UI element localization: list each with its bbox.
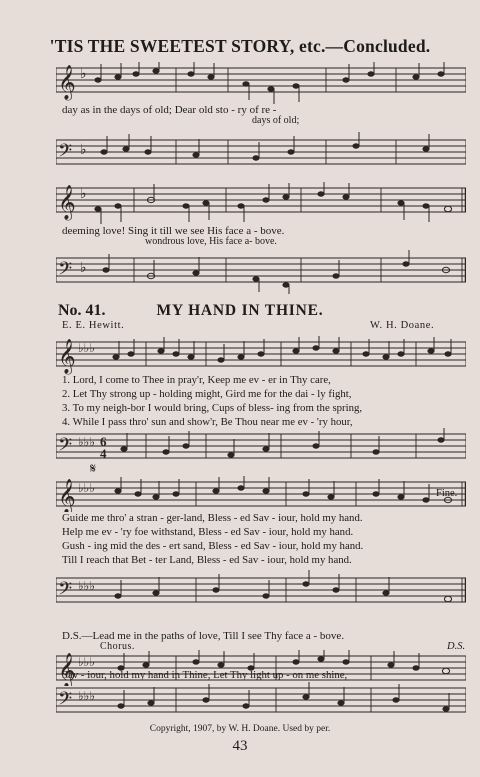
refrain-line-1: Guide me thro' a stran - ger-land, Bless - ed Sav - iour, hold my hand. bbox=[62, 512, 363, 524]
ds-lyric-line: D.S.—Lead me in the paths of love, Till I see Thy face a - bove. bbox=[62, 630, 345, 642]
svg-text:𝄞: 𝄞 bbox=[58, 654, 76, 686]
svg-text:♭♭♭: ♭♭♭ bbox=[78, 481, 95, 495]
chorus-label: Chorus. bbox=[100, 641, 135, 652]
svg-text:♭♭♭: ♭♭♭ bbox=[78, 435, 95, 449]
lyric-line-alt: wondrous love, His face a- bove. bbox=[145, 236, 277, 247]
music-staff-bass-4 bbox=[56, 568, 466, 618]
lyric-line-alt: days of old; bbox=[252, 115, 300, 126]
refrain-line-2: Help me ev - 'ry foe withstand, Bless - ed Sav - iour, hold my hand. bbox=[62, 526, 354, 538]
svg-text:𝄞: 𝄞 bbox=[58, 186, 76, 219]
svg-text:♭: ♭ bbox=[80, 143, 87, 158]
hymn-title: MY HAND IN THINE. bbox=[156, 302, 324, 319]
svg-text:4: 4 bbox=[100, 446, 107, 461]
svg-text:𝄢: 𝄢 bbox=[58, 434, 73, 459]
svg-text:𝄢: 𝄢 bbox=[58, 140, 73, 165]
svg-text:♭: ♭ bbox=[80, 67, 87, 82]
svg-text:♭♭♭: ♭♭♭ bbox=[78, 341, 95, 355]
segno-icon: 𝄋 bbox=[90, 462, 97, 477]
refrain-line-4: Till I reach that Bet - ter Land, Bless - ed Sav - iour, hold my hand. bbox=[62, 554, 352, 566]
svg-text:♭♭♭: ♭♭♭ bbox=[78, 689, 95, 703]
ds-mark: D.S. bbox=[447, 641, 466, 652]
svg-text:𝄢: 𝄢 bbox=[58, 578, 73, 603]
svg-text:𝄢: 𝄢 bbox=[58, 258, 73, 283]
svg-text:♭: ♭ bbox=[80, 261, 87, 276]
music-staff-bass-2 bbox=[56, 250, 466, 294]
lyric-line: deeming love! Sing it till we see His face a - bove. bbox=[62, 225, 285, 237]
verse-line-1: 1. Lord, I come to Thee in pray'r, Keep me ev - er in Thy care, bbox=[62, 374, 331, 386]
svg-text:6: 6 bbox=[100, 434, 107, 449]
music-staff-treble-1 bbox=[56, 62, 466, 106]
hymn-author: E. E. Hewitt. bbox=[62, 320, 125, 331]
music-staff-bass-3 bbox=[56, 428, 466, 468]
verse-line-2: 2. Let Thy strong up - holding might, Gird me for the dai - ly fight, bbox=[62, 388, 352, 400]
verse-line-3: 3. To my neigh-bor I would bring, Cups of bless- ing from the spring, bbox=[62, 402, 363, 414]
svg-text:𝄞: 𝄞 bbox=[58, 340, 76, 373]
page-number: 43 bbox=[232, 738, 248, 754]
music-staff-treble-4 bbox=[56, 476, 466, 512]
fine-label: Fine. bbox=[436, 488, 458, 499]
page-title: 'TIS THE SWEETEST STORY, etc.—Concluded. bbox=[49, 36, 431, 56]
svg-text:♭♭♭: ♭♭♭ bbox=[78, 655, 95, 669]
music-staff-treble-3 bbox=[56, 336, 466, 376]
svg-text:♭: ♭ bbox=[80, 187, 87, 202]
svg-text:𝄞: 𝄞 bbox=[58, 66, 76, 99]
svg-text:𝄞: 𝄞 bbox=[58, 480, 76, 512]
verse-line-4: 4. While I pass thro' sun and show'r, Be Thou near me ev - 'ry hour, bbox=[62, 416, 353, 428]
refrain-line-3: Gush - ing mid the des - ert sand, Bless - ed Sav - iour, hold my hand. bbox=[62, 540, 364, 552]
lyric-line: day as in the days of old; Dear old sto - ry of re - bbox=[62, 104, 277, 116]
music-staff-bass-5 bbox=[56, 680, 466, 722]
hymn-composer: W. H. Doane. bbox=[370, 320, 435, 331]
svg-text:𝄢: 𝄢 bbox=[58, 688, 73, 713]
copyright-notice: Copyright, 1907, by W. H. Doane. Used by per. bbox=[149, 724, 331, 734]
music-staff-bass-1 bbox=[56, 130, 466, 174]
chorus-lyric-line: Sav - iour, hold my hand in Thine, Let Thy light up - on me shine, bbox=[62, 669, 348, 681]
music-staff-treble-2 bbox=[56, 182, 466, 226]
hymn-number: No. 41. bbox=[58, 302, 106, 319]
svg-text:♭♭♭: ♭♭♭ bbox=[78, 579, 95, 593]
